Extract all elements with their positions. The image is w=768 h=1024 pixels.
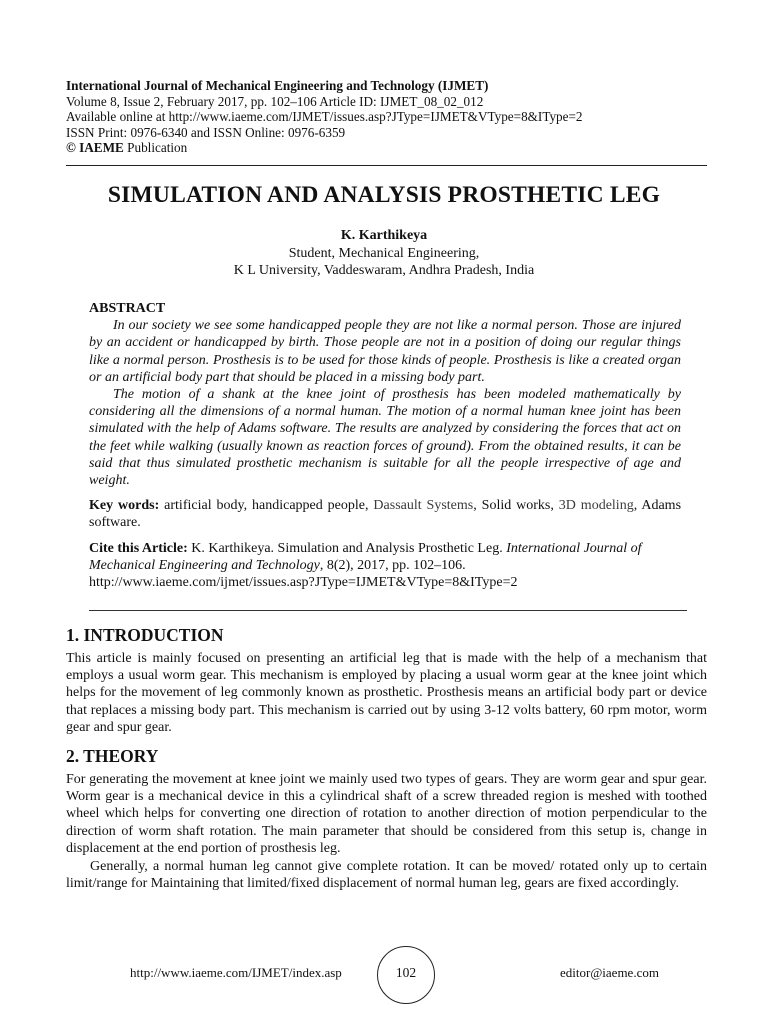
introduction-text: This article is mainly focused on presenting an artificial leg that is made with the help of a mechanism that employs a usual worm gear. This mechanism is employed by placing a usual worm gear at the knee joint which helps for the movement of leg commonly known as prosthetic. Prosthesis means an artificial body part or device that replaces a missing body part. This mechanism is carried out by using 3-12 volts battery, 60 rpm motor, worm gear and spur gear. bbox=[66, 651, 707, 735]
abstract-block bbox=[89, 300, 681, 591]
keywords-part-e: , Adams software. bbox=[89, 498, 682, 531]
cite-label: Cite this Article: bbox=[89, 540, 188, 556]
abstract-heading: ABSTRACT bbox=[89, 301, 166, 316]
abstract-divider bbox=[89, 610, 687, 611]
cite-url[interactable]: http://www.iaeme.com/ijmet/issues.asp?JType=IJMET&VType=8&IType=2 bbox=[89, 575, 518, 591]
journal-header bbox=[66, 78, 706, 156]
cite-rest: , 8(2), 2017, pp. 102–106. bbox=[319, 557, 466, 573]
issn-line: ISSN Print: 0976-6340 and ISSN Online: 0976-6359 bbox=[66, 124, 346, 140]
footer-url[interactable]: http://www.iaeme.com/IJMET/index.asp bbox=[130, 965, 342, 980]
cite-journal: International Journal of Mechanical Engineering and Technology bbox=[89, 540, 642, 573]
paper-title: SIMULATION AND ANALYSIS PROSTHETIC LEG bbox=[107, 182, 661, 208]
theory-paragraph-1: For generating the movement at knee joint we mainly used two types of gears. They are worm gear and spur gear. Worm gear is a mechanical device in this a cylindrical shaft of a screw threaded region is meshed with toothed wheel which helps for converting one direction of rotation to another direction of motion perpendicular to the direction of worm shaft rotation. The main parameter that should be considered from this setup is, change in displacement at the end portion of prosthesis leg. bbox=[66, 772, 707, 856]
keywords-label: Key words: bbox=[89, 498, 160, 514]
keywords-part-d: 3D modeling bbox=[558, 498, 634, 514]
page-number: 102 bbox=[395, 965, 417, 980]
header-divider bbox=[66, 165, 707, 166]
author-name: K. Karthikeya bbox=[340, 228, 428, 243]
keywords-part-b: Dassault Systems bbox=[373, 498, 474, 514]
publisher-line bbox=[66, 140, 706, 156]
affiliation-line-2: K L University, Vaddeswaram, Andhra Pradesh, India bbox=[233, 262, 535, 278]
theory-heading: 2. THEORY bbox=[66, 746, 159, 766]
publisher-name: IAEME bbox=[79, 140, 124, 156]
footer-email[interactable]: editor@iaeme.com bbox=[560, 965, 659, 980]
author-affiliation bbox=[0, 246, 768, 279]
introduction-heading: 1. INTRODUCTION bbox=[66, 625, 224, 645]
abstract-paragraph-2: The motion of a shank at the knee joint of prosthesis has been modeled mathematically by considering all the dimensions of a normal human. The motion of a normal human knee joint has been simulated with the help of Adams software. The results are analyzed by considering the forces that act on the feet while walking (usually known as reaction forces of ground). From the obtained results, it can be said that thus simulated prosthetic mechanism is suitable for all the people irrespective of age and weight. bbox=[89, 387, 681, 489]
journal-title: International Journal of Mechanical Engineering and Technology (IJMET) bbox=[66, 78, 489, 93]
publisher-suffix: Publication bbox=[123, 140, 188, 156]
keywords-part-c: , Solid works, bbox=[473, 498, 559, 514]
copyright-symbol: © bbox=[66, 140, 76, 156]
abstract-paragraph-1: In our society we see some handicapped people they are not like a normal person. Those are injured by an accident or handicapped by birth. Those people are not in a position of doing our regular things like a normal person. Prosthesis is to be used for those kinds of people. Prosthesis is like a created organ or an artificial body part that should be placed in a missing body part. bbox=[89, 318, 681, 385]
affiliation-line-1: Student, Mechanical Engineering, bbox=[288, 246, 480, 261]
cite-this-article bbox=[89, 540, 681, 592]
volume-line: Volume 8, Issue 2, February 2017, pp. 102–106 Article ID: IJMET_08_02_012 bbox=[66, 93, 484, 109]
available-online-line: Available online at http://www.iaeme.com/IJMET/issues.asp?JType=IJMET&VType=8&IType=2 bbox=[66, 109, 583, 125]
keywords-part-a: artificial body, handicapped people, bbox=[159, 498, 374, 514]
theory-paragraph-2: Generally, a normal human leg cannot give complete rotation. It can be moved/ rotated only up to certain limit/range for Maintaining that limited/fixed displacement of normal human leg, gears are fixed accordingly. bbox=[66, 859, 707, 892]
keywords bbox=[89, 497, 681, 531]
cite-text: K. Karthikeya. Simulation and Analysis Prosthetic Leg. bbox=[187, 540, 507, 556]
